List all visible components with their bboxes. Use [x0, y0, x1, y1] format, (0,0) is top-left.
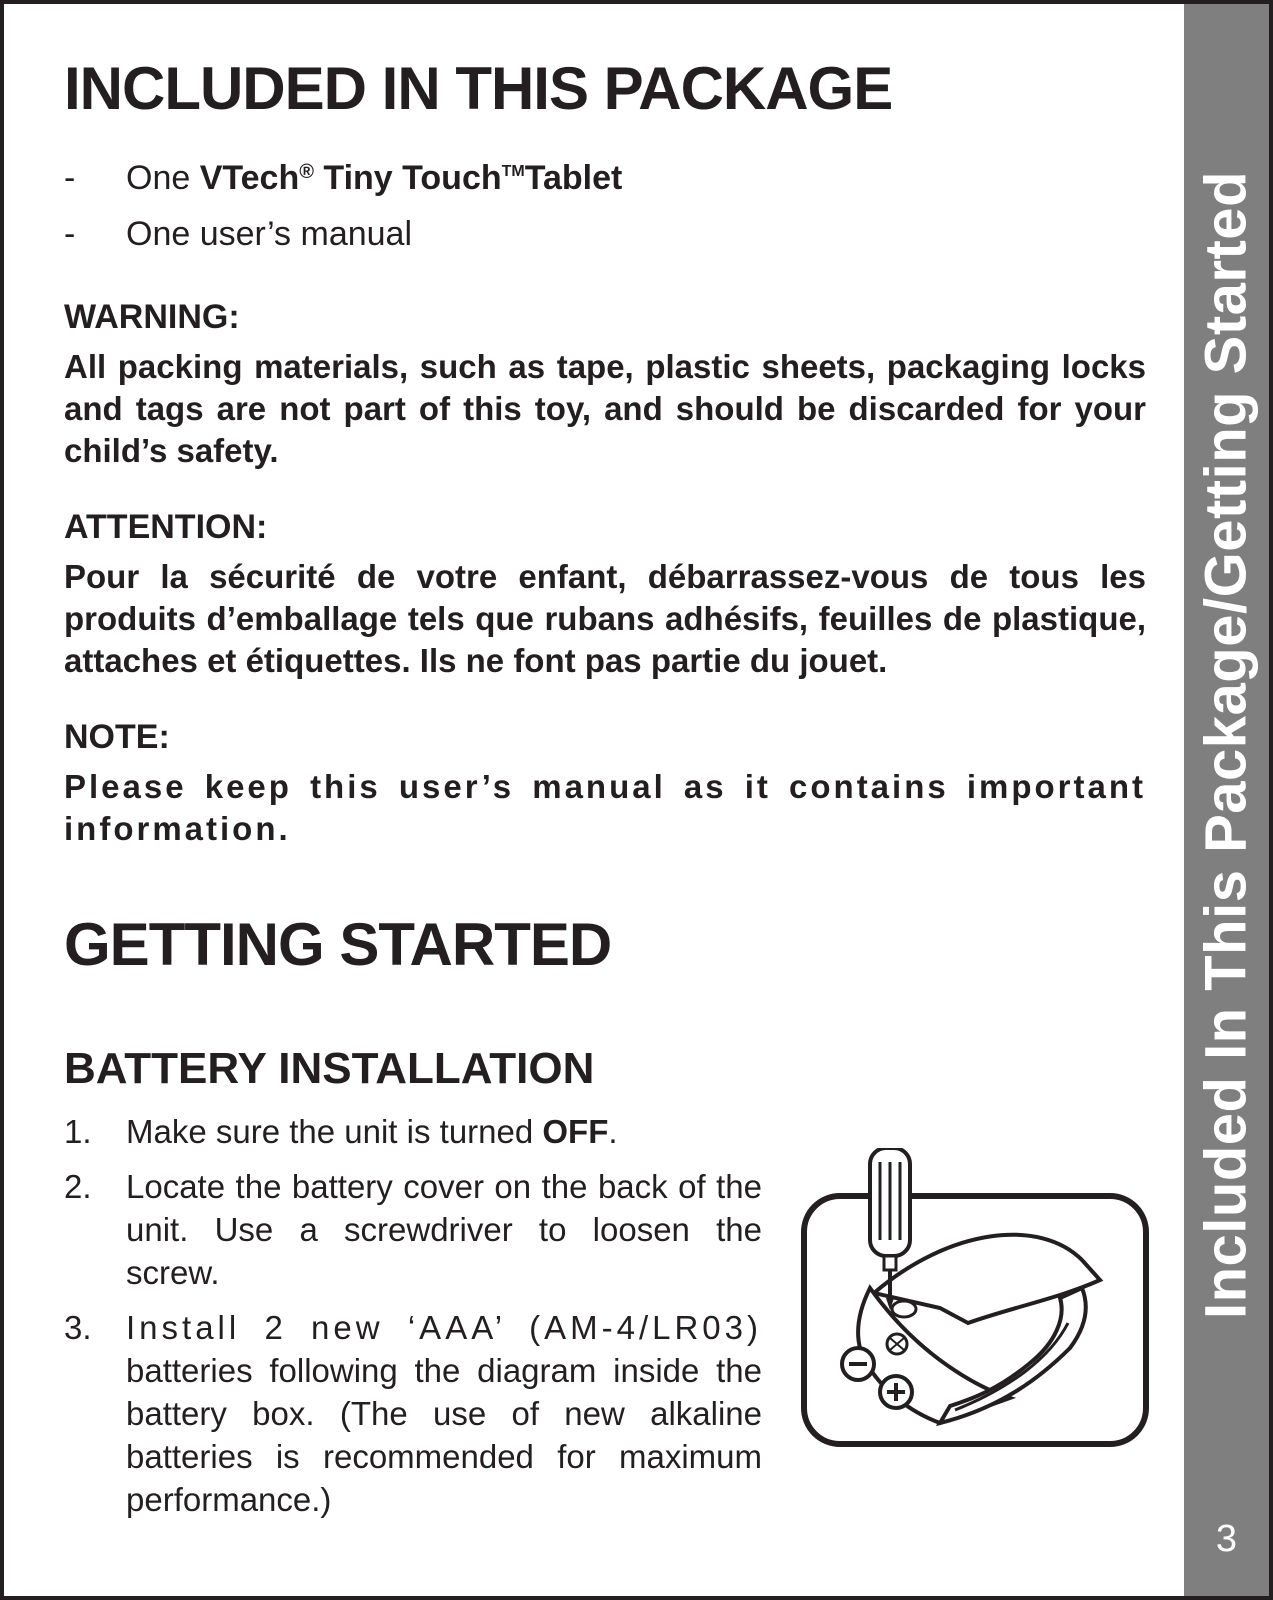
warning-text: All packing materials, such as tape, plastic sheets, packaging locks and tags are not part of this toy, and should be discarded for your child’s safety.: [64, 348, 1146, 469]
note-text: Please keep this user’s manual as it contains important information.: [64, 768, 1146, 847]
side-tab-title: Included In This Package/Getting Started: [1193, 171, 1259, 1319]
warning-label: WARNING:: [64, 298, 240, 336]
battery-installation-heading: BATTERY INSTALLATION: [64, 1044, 595, 1093]
package-heading: INCLUDED IN THIS PACKAGE: [64, 55, 893, 122]
list-item: - One user’s manual: [64, 215, 413, 253]
plus-icon: [880, 1376, 912, 1408]
battery-installation-illustration: [800, 1148, 1150, 1450]
step-item: 2. Locate the battery cover on the back of the unit. Use a screwdriver to loosen the screw.: [64, 1168, 762, 1291]
list-item: - One VTech® Tiny Touch™Tablet: [64, 159, 623, 197]
battery-steps: [64, 1110, 762, 1533]
step-item: 1. Make sure the unit is turned OFF.: [64, 1113, 618, 1150]
note-label: NOTE:: [64, 718, 170, 756]
step-item: 3. Install 2 new ‘AAA’ (AM-4/LR03) batteries following the diagram inside the battery box. (The use of new alkaline batteries is recommended for maximum performance.): [64, 1309, 762, 1518]
attention-text: Pour la sécurité de votre enfant, débarrassez-vous de tous les produits d’emballage tels que rubans adhésifs, feuilles de plastique, attaches et étiquettes. Ils ne font pas partie du jouet.: [64, 558, 1146, 679]
package-item-list: [64, 158, 622, 270]
page-number: 3: [1215, 1518, 1238, 1560]
product-name: Tiny Touch: [313, 159, 502, 197]
getting-started-heading: GETTING STARTED: [64, 911, 612, 978]
brand-name: VTech: [199, 159, 300, 197]
attention-label: ATTENTION:: [64, 508, 268, 546]
minus-icon: [842, 1348, 874, 1380]
